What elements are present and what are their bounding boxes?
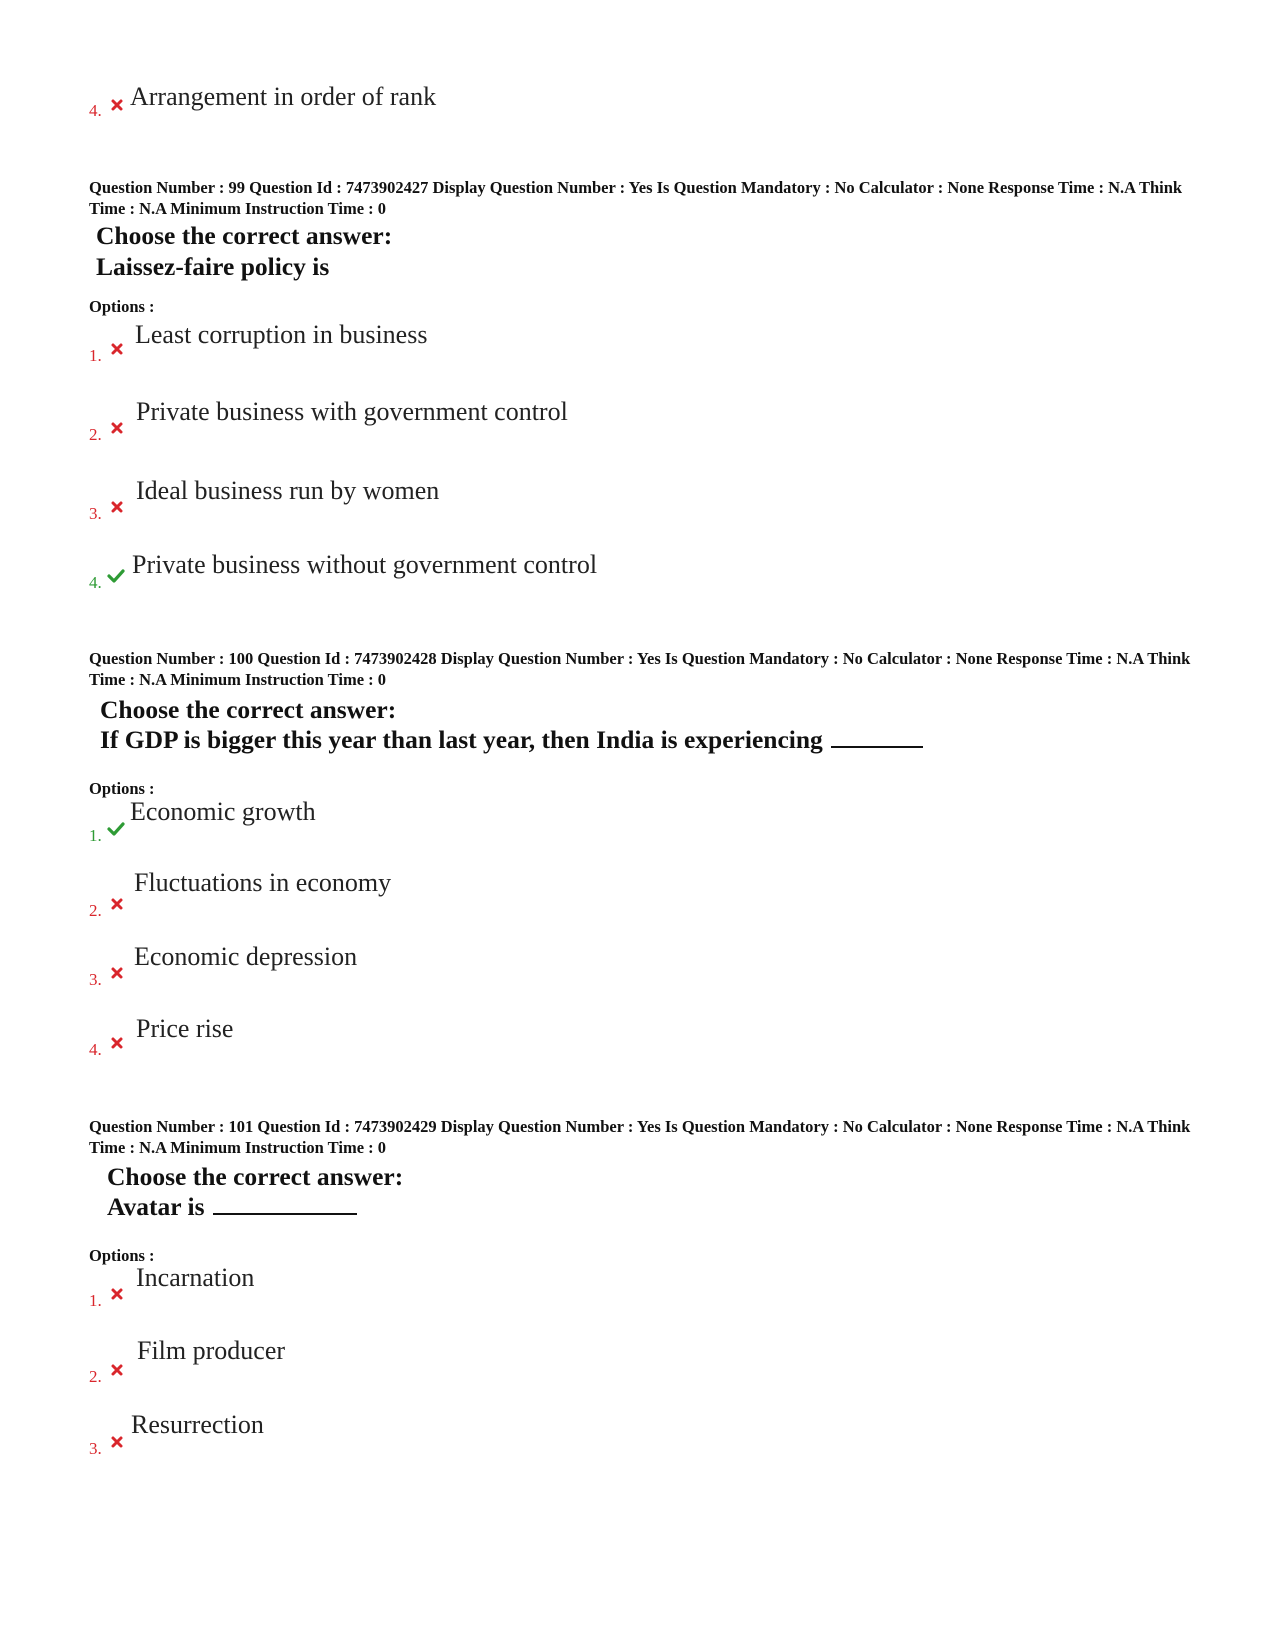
option-text: Film producer: [137, 1336, 286, 1365]
cross-icon: [110, 1435, 124, 1449]
cross-icon: [110, 500, 124, 514]
cross-icon: [110, 1287, 124, 1301]
option-text: Least corruption in business: [135, 320, 428, 349]
question-stem-line: [107, 1191, 357, 1223]
option-text: Arrangement in order of rank: [130, 82, 437, 111]
option-number: 2.: [89, 425, 102, 444]
option-number: 4.: [89, 101, 102, 120]
answer-blank: [213, 1191, 357, 1215]
option-text: Ideal business run by women: [136, 476, 440, 505]
cross-icon: [110, 342, 124, 356]
option-text: Resurrection: [131, 1410, 264, 1439]
question-instruction: Choose the correct answer:: [107, 1162, 404, 1191]
cross-icon: [110, 421, 124, 435]
option-number: 4.: [89, 1040, 102, 1059]
question-instruction: Choose the correct answer:: [100, 695, 397, 724]
option-text: Economic depression: [134, 942, 358, 971]
option-text: Price rise: [136, 1014, 234, 1043]
option-number: 4.: [89, 573, 102, 592]
options-label: Options :: [89, 779, 155, 798]
question-instruction: Choose the correct answer:: [96, 221, 393, 250]
question-stem: Avatar is: [107, 1192, 205, 1221]
question-meta: Question Number : 101 Question Id : 7473902429 Display Question Number : Yes Is Question Mandatory : No Calculator : None Response Time : N.A Think Time : N.A Minimum Instruction Time : 0: [89, 1117, 1191, 1157]
option-number: 2.: [89, 1367, 102, 1386]
option-number: 3.: [89, 970, 102, 989]
option-text: Incarnation: [136, 1263, 255, 1292]
options-label: Options :: [89, 1246, 155, 1265]
option-number: 3.: [89, 504, 102, 523]
cross-icon: [110, 897, 124, 911]
check-icon: [107, 821, 125, 837]
option-text: Fluctuations in economy: [134, 868, 392, 897]
question-stem: If GDP is bigger this year than last year, then India is experiencing: [100, 725, 823, 754]
check-icon: [107, 568, 125, 584]
option-number: 3.: [89, 1439, 102, 1458]
cross-icon: [110, 98, 124, 112]
option-number: 1.: [89, 826, 102, 845]
option-text: Private business without government control: [132, 550, 598, 579]
cross-icon: [110, 966, 124, 980]
question-stem: Laissez-faire policy is: [96, 252, 330, 281]
option-number: 2.: [89, 901, 102, 920]
question-stem-line: [100, 724, 923, 756]
options-label: Options :: [89, 297, 155, 316]
option-text: Private business with government control: [136, 397, 568, 426]
option-number: 1.: [89, 1291, 102, 1310]
option-text: Economic growth: [130, 797, 316, 826]
question-meta: Question Number : 100 Question Id : 7473902428 Display Question Number : Yes Is Question Mandatory : No Calculator : None Response Time : N.A Think Time : N.A Minimum Instruction Time : 0: [89, 649, 1191, 689]
cross-icon: [110, 1036, 124, 1050]
option-number: 1.: [89, 346, 102, 365]
question-meta: Question Number : 99 Question Id : 7473902427 Display Question Number : Yes Is Question Mandatory : No Calculator : None Response Time : N.A Think Time : N.A Minimum Instruction Time : 0: [89, 178, 1183, 218]
answer-blank: [831, 724, 923, 748]
cross-icon: [110, 1363, 124, 1377]
